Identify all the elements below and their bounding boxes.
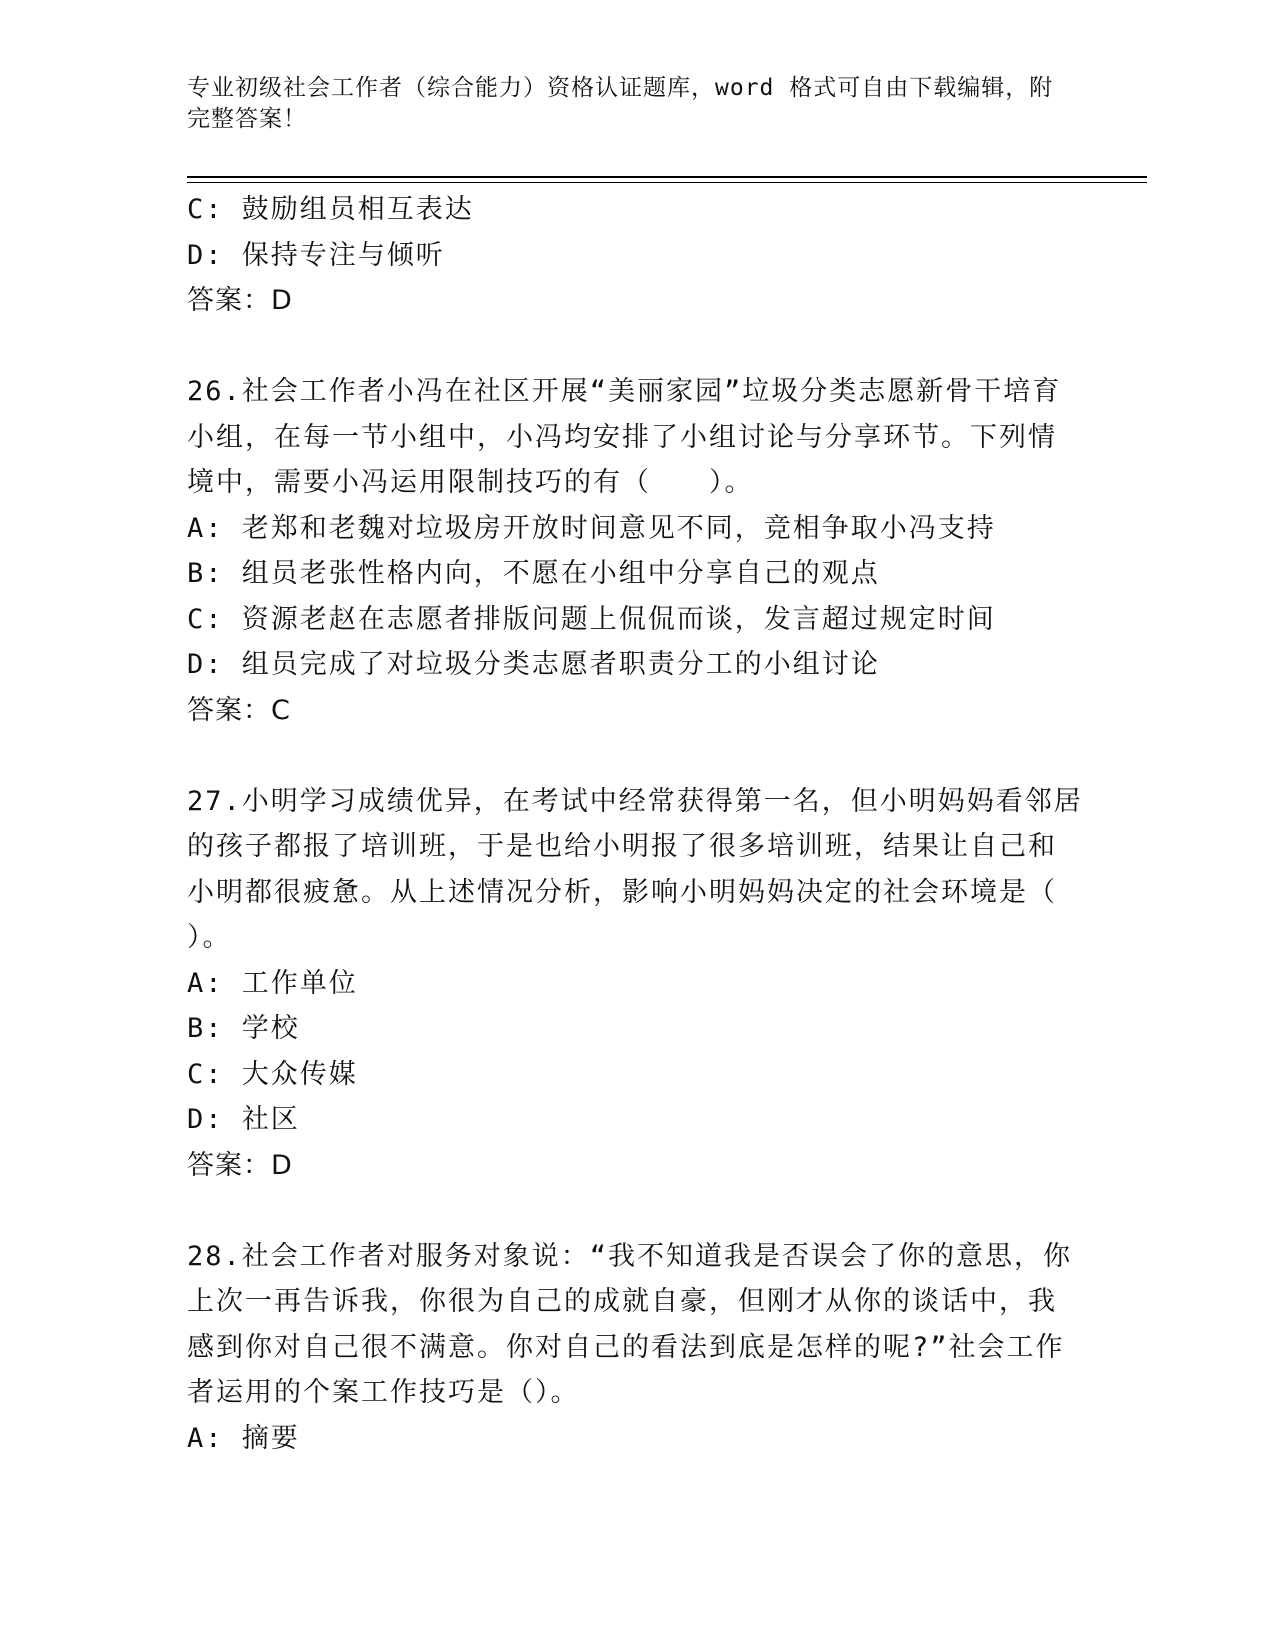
question-26 <box>187 369 1072 733</box>
answer-line: 答案：D <box>187 285 293 316</box>
question-text-line: 者运用的个案工作技巧是（）。 <box>187 1377 580 1408</box>
question-text-line: 26.社会工作者小冯在社区开展“美丽家园”垃圾分类志愿新骨干培育 <box>187 376 1062 407</box>
question-content <box>187 187 1083 1461</box>
header-title-line-1: 专业初级社会工作者（综合能力）资格认证题库，word 格式可自由下载编辑，附 <box>187 75 1054 101</box>
option-c: C: 资源老赵在志愿者排版问题上侃侃而谈，发言超过规定时间 <box>187 603 996 635</box>
question-text-line: 上次一再告诉我，你很为自己的成就自豪，但刚才从你的谈话中，我 <box>187 1286 1057 1317</box>
question-text-line: 境中，需要小冯运用限制技巧的有（ ）。 <box>187 467 754 498</box>
option-a: A: 摘要 <box>187 1422 300 1454</box>
option-c: C: 鼓励组员相互表达 <box>187 194 474 225</box>
header-title-line-2: 完整答案！ <box>187 106 307 132</box>
option-d: D: 保持专注与倾听 <box>187 239 445 271</box>
option-b: B: 组员老张性格内向，不愿在小组中分享自己的观点 <box>187 558 880 589</box>
question-28 <box>187 1234 1072 1462</box>
question-text-line: 小组，在每一节小组中，小冯均安排了小组讨论与分享环节。下列情 <box>187 421 1057 453</box>
spacer <box>187 1188 1072 1234</box>
option-a: A: 工作单位 <box>187 967 358 999</box>
answer-line: 答案：D <box>187 1149 293 1181</box>
question-text-line: 27.小明学习成绩优异，在考试中经常获得第一名，但小明妈妈看邻居 <box>187 785 1083 817</box>
answer-line: 答案：C <box>187 694 291 726</box>
option-a: A: 老郑和老魏对垃圾房开放时间意见不同，竞相争取小冯支持 <box>187 512 996 544</box>
spacer <box>187 733 1072 779</box>
question-text-line: 28.社会工作者对服务对象说：“我不知道我是否误会了你的意思，你 <box>187 1240 1073 1272</box>
question-text-line: ）。 <box>187 922 232 953</box>
question-text-line: 感到你对自己很不满意。你对自己的看法到底是怎样的呢?”社会工作 <box>187 1331 1065 1363</box>
header-divider-thin <box>187 182 1147 183</box>
header-divider-thick <box>187 176 1147 178</box>
option-c: C: 大众传媒 <box>187 1058 358 1090</box>
question-text-line: 小明都很疲惫。从上述情况分析，影响小明妈妈决定的社会环境是（ <box>187 876 1057 908</box>
option-d: D: 社区 <box>187 1104 300 1135</box>
page-header <box>187 73 1087 135</box>
question-27 <box>187 779 1083 1189</box>
question-text-line: 的孩子都报了培训班，于是也给小明报了很多培训班，结果让自己和 <box>187 831 1057 862</box>
option-d: D: 组员完成了对垃圾分类志愿者职责分工的小组讨论 <box>187 649 880 680</box>
previous-question-tail <box>187 187 1072 324</box>
spacer <box>187 324 1072 370</box>
option-b: B: 学校 <box>187 1013 300 1044</box>
